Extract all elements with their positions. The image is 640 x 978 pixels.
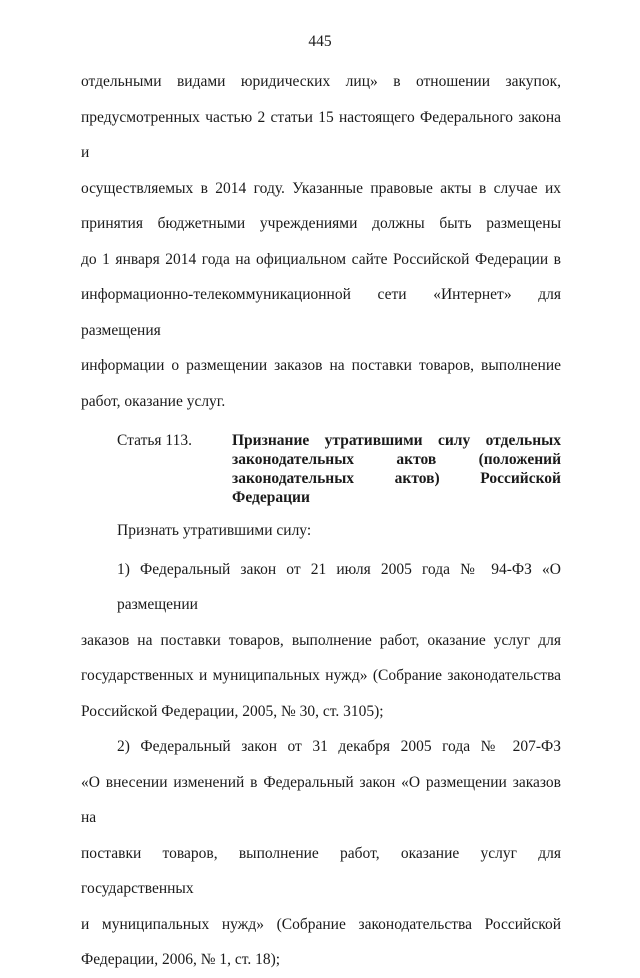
text-line: «О внесении изменений в Федеральный закон «О размещении заказов на [81, 773, 561, 826]
text-line: информационно-телекоммуникационной сети «Интернет» для размещения [81, 286, 561, 339]
text-line: 2) Федеральный закон от 31 декабря 2005 года № 207-ФЗ [117, 738, 561, 755]
document-body [81, 64, 561, 978]
article-title-line: законодательных актов) Российской Федерации [232, 470, 561, 506]
article-title-line: законодательных актов (положений [232, 451, 561, 468]
text-line: заказов на поставки товаров, выполнение работ, оказание услуг для [81, 631, 561, 649]
text-line: принятия бюджетными учреждениями должны быть размещены [81, 215, 561, 232]
text-line: осуществляемых в 2014 году. Указанные правовые акты в случае их [81, 179, 561, 197]
page-number: 445 [308, 33, 332, 50]
article-title-line: Признание утратившими силу отдельных [232, 432, 561, 449]
article-label: Статья 113. [117, 432, 192, 449]
text-line: информации о размещении заказов на поставки товаров, выполнение [81, 357, 561, 374]
article-heading [81, 431, 561, 506]
intro-paragraph [81, 64, 561, 419]
text-line: Федерации, 2006, № 1, ст. 18); [81, 951, 281, 968]
text-line: 1) Федеральный закон от 21 июля 2005 года № 94-ФЗ «О размещении [117, 560, 561, 613]
text-line: работ, оказание услуг. [81, 392, 226, 410]
text-line: и муниципальных нужд» (Собрание законодательства Российской [81, 915, 561, 933]
article-title [232, 431, 561, 507]
text-line: отдельными видами юридических лиц» в отношении закупок, [81, 73, 561, 90]
list-item-1 [81, 552, 561, 730]
text-line: Российской Федерации, 2005, № 30, ст. 3105); [81, 702, 384, 720]
text-line: поставки товаров, выполнение работ, оказание услуг для государственных [81, 844, 561, 897]
text-line: Признать утратившими силу: [117, 522, 312, 539]
recognize-paragraph [81, 513, 561, 549]
list-item-2 [81, 729, 561, 978]
text-line: до 1 января 2014 года на официальном сайте Российской Федерации в [81, 250, 561, 268]
text-line: предусмотренных частью 2 статьи 15 настоящего Федерального закона и [81, 108, 561, 161]
text-line: государственных и муниципальных нужд» (Собрание законодательства [81, 667, 561, 684]
